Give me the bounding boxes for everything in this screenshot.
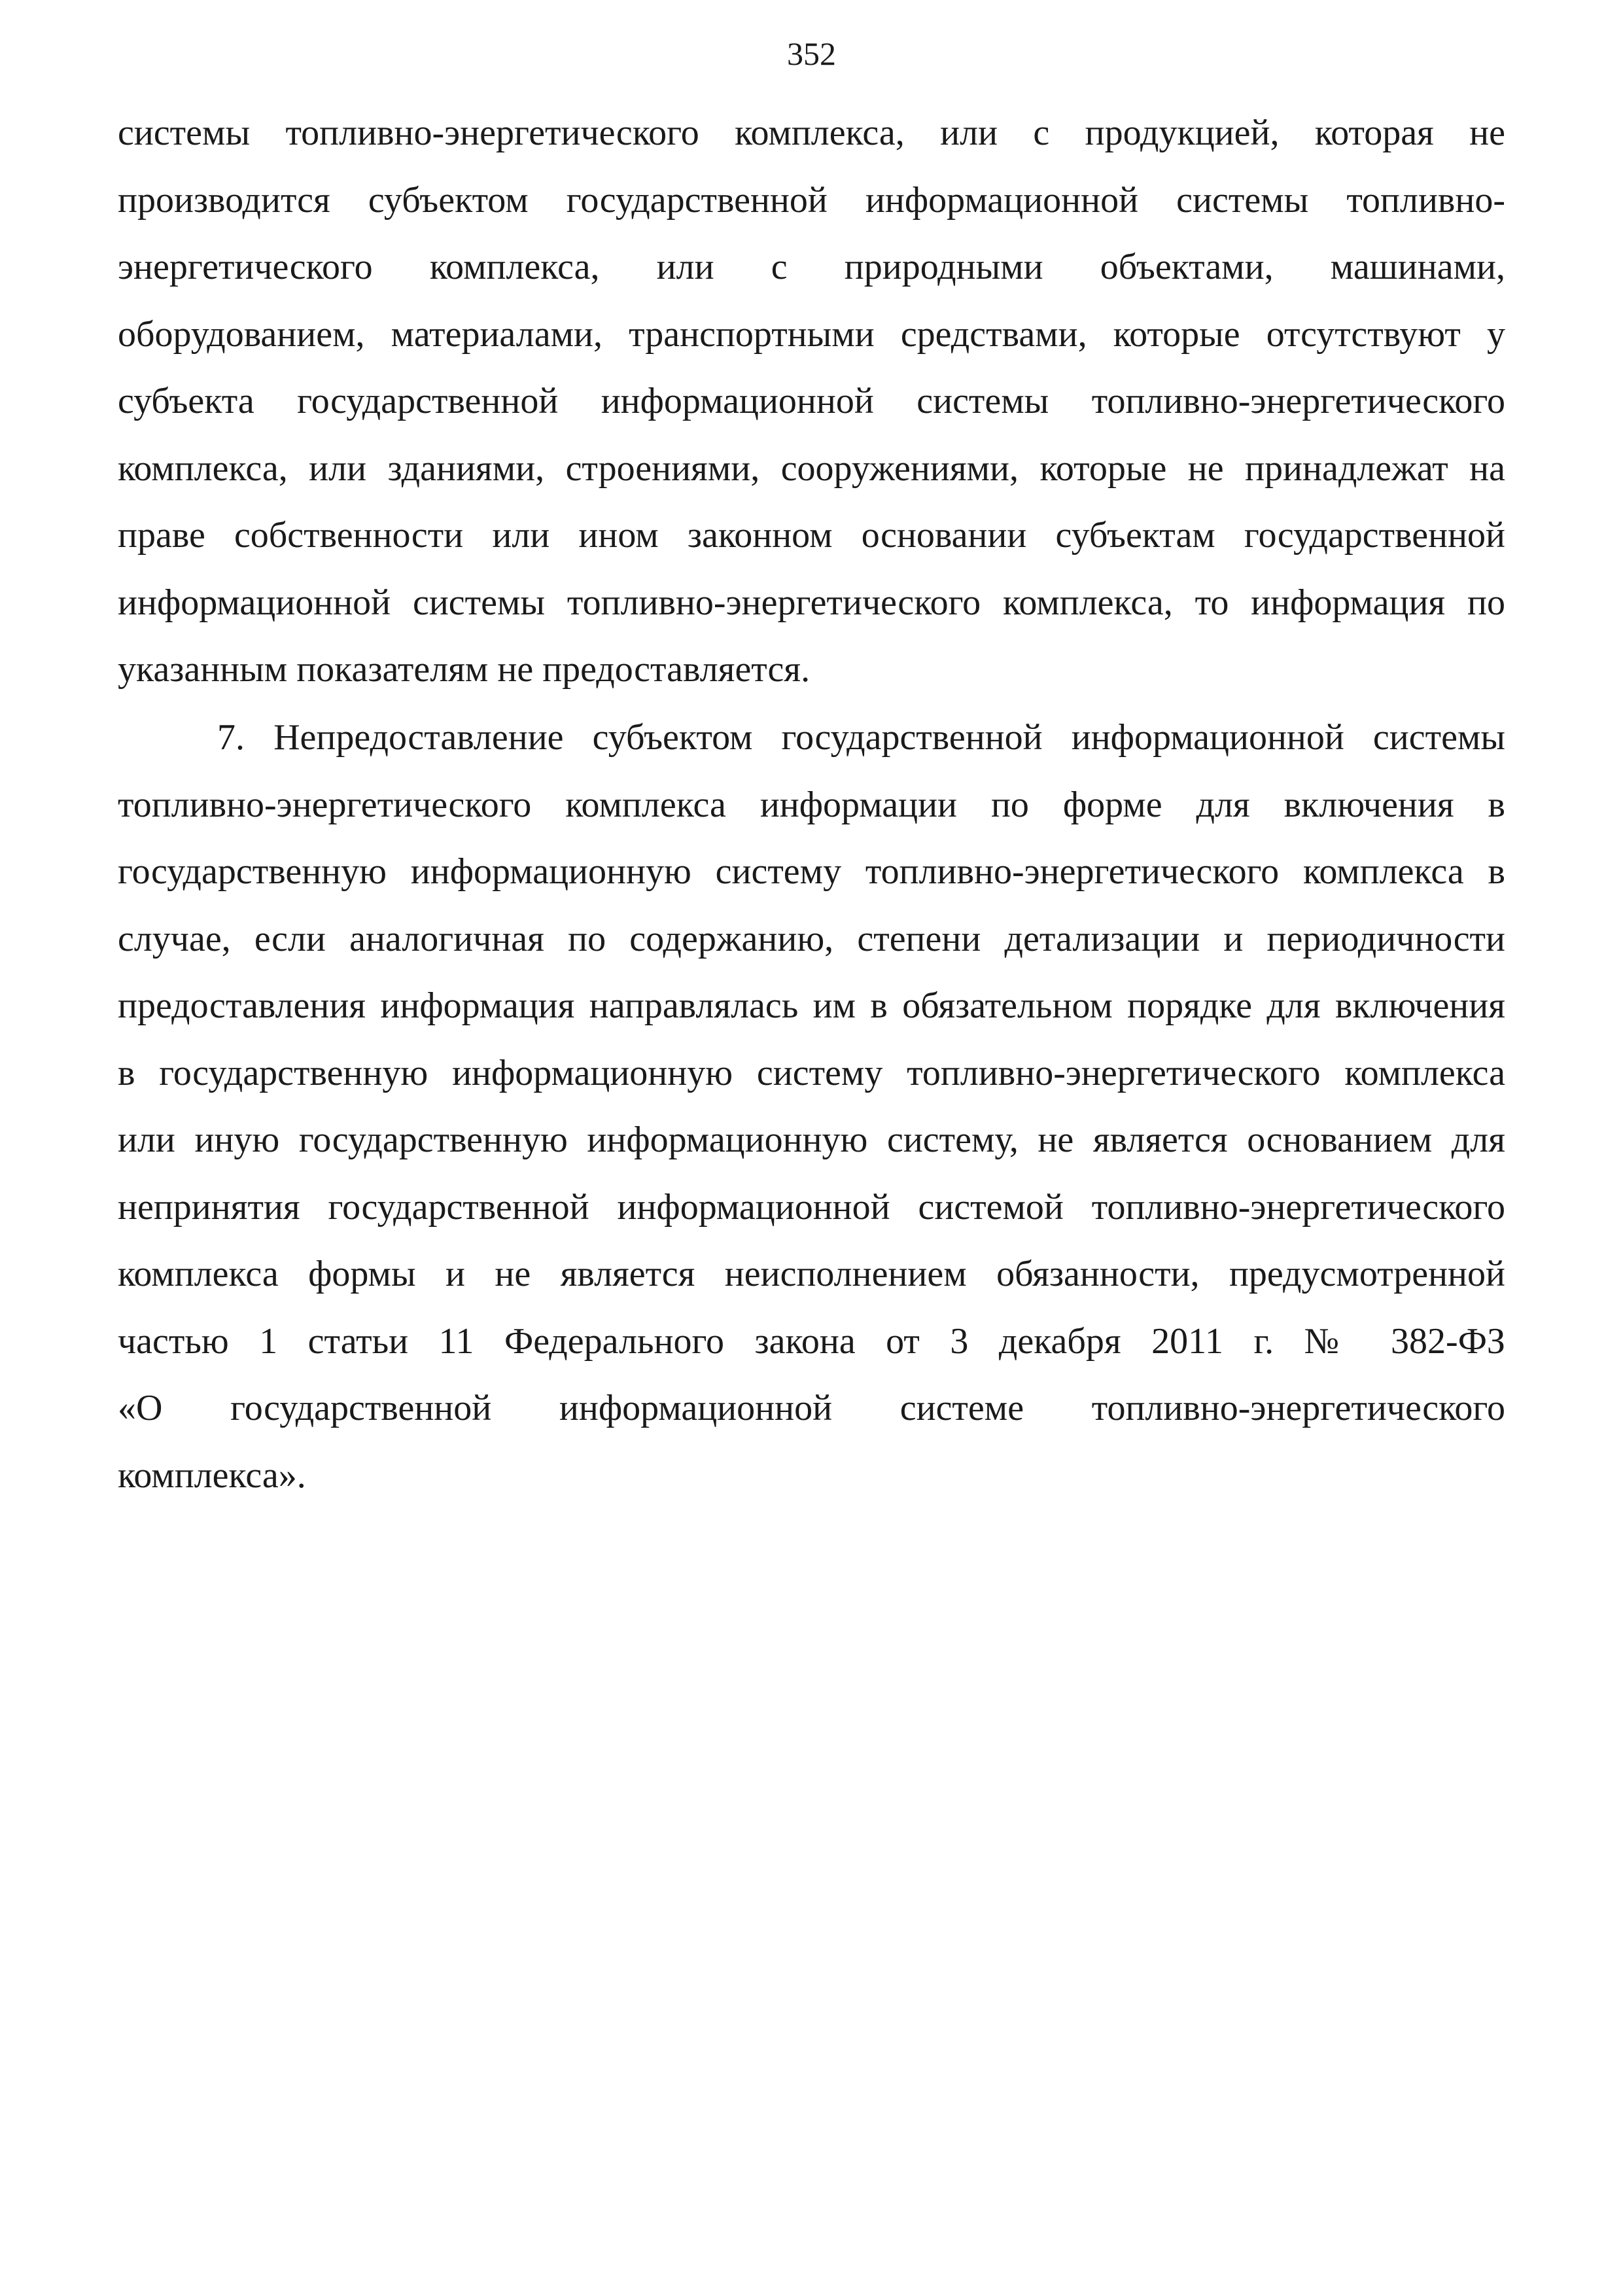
text-line: комплекса». <box>118 1455 306 1496</box>
paragraph-continuation <box>118 99 1505 703</box>
text-line: «О государственной информационной системе топливно-энергетического <box>118 1388 1505 1428</box>
text-line: государственную информационную систему топливно-энергетического комплекса в <box>118 851 1505 892</box>
text-line: субъекта государственной информационной системы топливно-энергетического <box>118 381 1505 421</box>
text-line: оборудованием, материалами, транспортными средствами, которые отсутствуют у <box>118 313 1505 355</box>
text-line: энергетического комплекса, или с природными объектами, машинами, <box>118 247 1505 287</box>
text-line: производится субъектом государственной информационной системы топливно- <box>118 179 1505 221</box>
text-line: системы топливно-энергетического комплекса, или с продукцией, которая не <box>118 113 1505 153</box>
text-line: комплекса, или зданиями, строениями, сооружениями, которые не принадлежат на <box>118 448 1505 489</box>
text-line: непринятия государственной информационной системой топливно-энергетического <box>118 1186 1505 1227</box>
text-line: или иную государственную информационную систему, не является основанием для <box>118 1120 1505 1160</box>
text-line: комплекса формы и не является неисполнением обязанности, предусмотренной <box>118 1254 1505 1294</box>
page-number: 352 <box>787 35 836 72</box>
text-line: в государственную информационную систему топливно-энергетического комплекса <box>118 1052 1505 1093</box>
paragraph-item-7 <box>118 704 1505 1509</box>
text-line: праве собственности или ином законном основании субъектам государственной <box>118 515 1505 556</box>
text-line: предоставления информация направлялась им в обязательном порядке для включения <box>118 985 1505 1026</box>
text-line: случае, если аналогичная по содержанию, степени детализации и периодичности <box>118 918 1505 959</box>
text-line: частью 1 статьи 11 Федерального закона от 3 декабря 2011 г. № 382-ФЗ <box>118 1320 1505 1362</box>
text-line: топливно-энергетического комплекса информации по форме для включения в <box>118 784 1505 825</box>
text-line: указанным показателям не предоставляется. <box>118 649 811 690</box>
text-line: информационной системы топливно-энергетического комплекса, то информация по <box>118 582 1505 623</box>
text-line: 7. Непредоставление субъектом государственной информационной системы <box>217 717 1505 758</box>
